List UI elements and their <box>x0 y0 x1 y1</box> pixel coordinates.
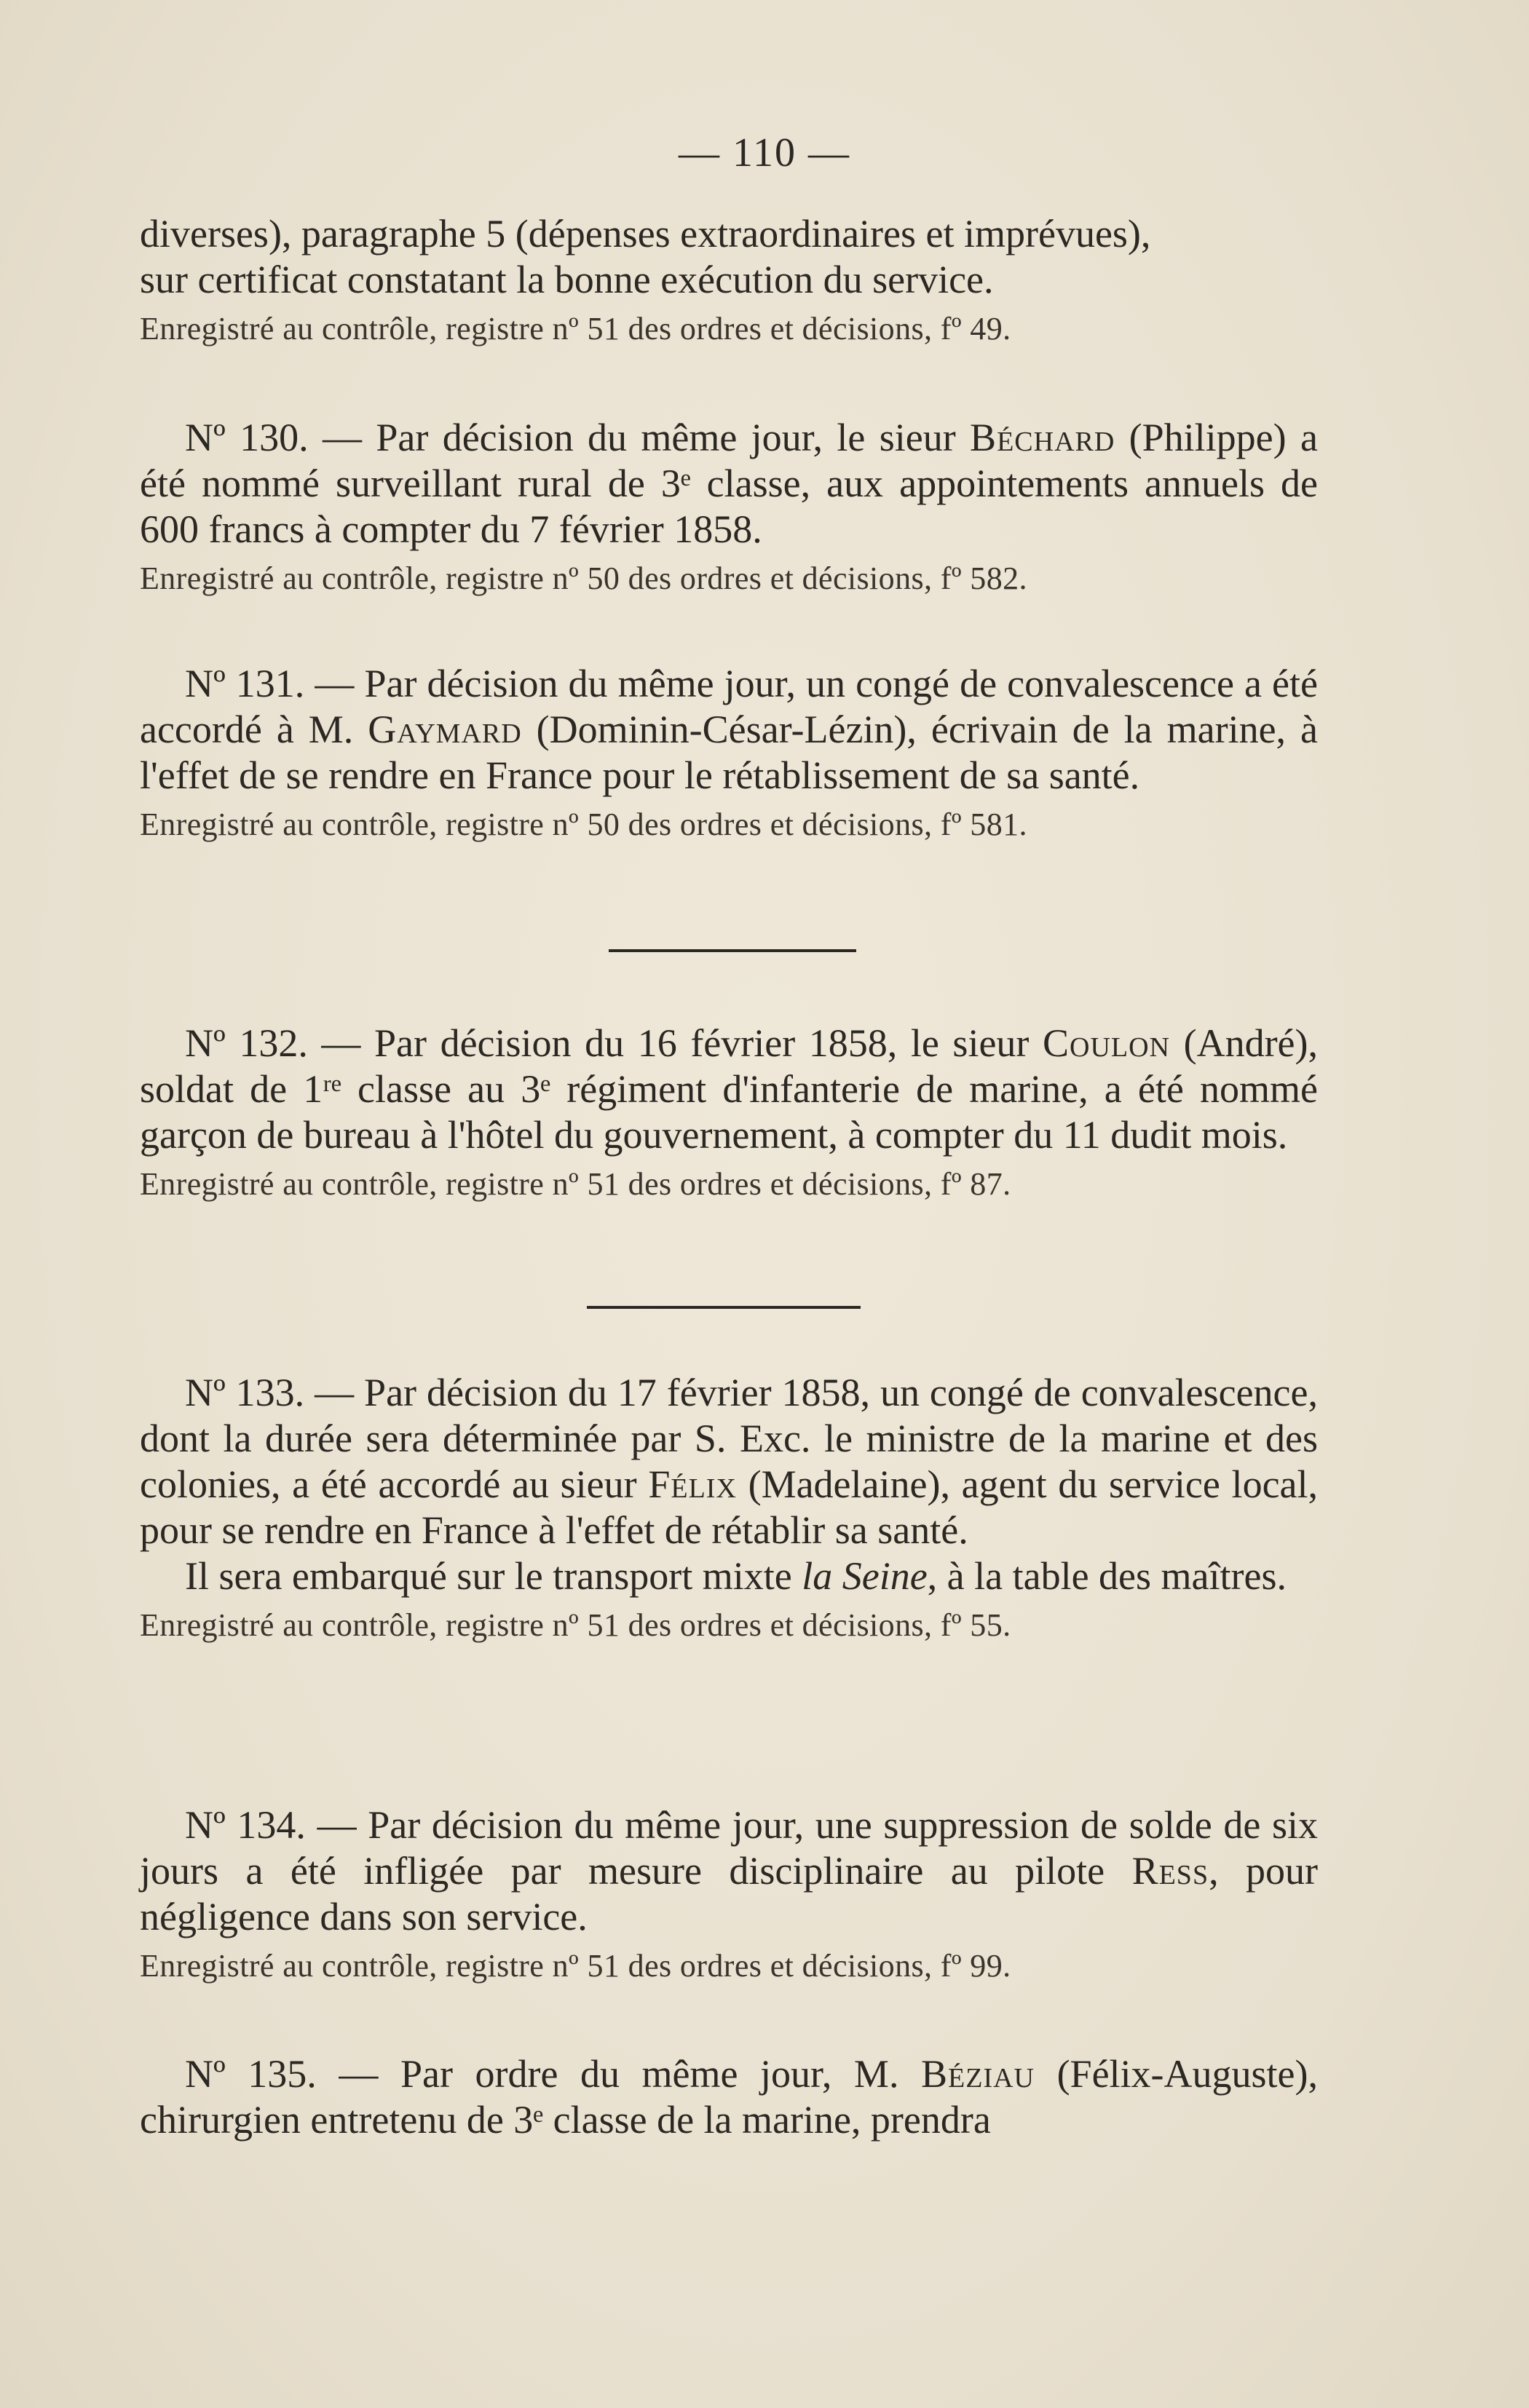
entry-text-before: — Par décision du même jour, un congé de convalescence a été accordé à M. <box>140 662 1318 751</box>
section-divider <box>609 949 856 952</box>
entry-132 <box>140 1021 1318 1203</box>
page-number: — 110 — <box>679 130 850 175</box>
person-name: Béchard <box>970 416 1115 459</box>
entry-text-after: , pour négligence dans son service. <box>140 1849 1319 1938</box>
extra-text-after: , à la table des maîtres. <box>927 1554 1287 1598</box>
person-name: Gaymard <box>368 708 522 751</box>
entry-extra-text <box>140 1553 1318 1599</box>
entry-number: Nº 133. <box>185 1371 305 1414</box>
person-name: Coulon <box>1043 1021 1170 1065</box>
entry-text-after: (Dominin-César-Lézin), écrivain de la marine, à l'effet de se rendre en France pour le rétablissement de sa santé. <box>140 708 1318 797</box>
ship-name: la Seine <box>802 1554 928 1598</box>
section-divider <box>587 1306 861 1309</box>
entry-text <box>140 1021 1318 1158</box>
extra-text-before: Il sera embarqué sur le transport mixte <box>185 1554 802 1598</box>
entry-134 <box>140 1802 1318 1985</box>
entry-text-after: (Madelaine), agent du service local, pour se rendre en France à l'effet de rétablir sa santé. <box>140 1462 1319 1552</box>
entry-text <box>140 1370 1318 1553</box>
entry-registration: Enregistré au contrôle, registre nº 51 des ordres et décisions, fº 87. <box>140 1166 1011 1202</box>
person-name: Béziau <box>921 2052 1035 2096</box>
entry-text <box>140 661 1318 799</box>
person-name: Félix <box>648 1462 737 1506</box>
entry-text-after: (Philippe) a été nommé surveillant rural de 3ᵉ classe, aux appointements annuels de 600 francs à compter du 7 février 1858. <box>140 416 1318 551</box>
entry-text-before: — Par décision du 16 février 1858, le sieur <box>307 1021 1043 1065</box>
entry-133 <box>140 1370 1318 1644</box>
entry-registration: Enregistré au contrôle, registre nº 51 des ordres et décisions, fº 55. <box>140 1607 1011 1643</box>
entry-text-before: — Par décision du même jour, une suppression de solde de six jours a été infligée par mesure disciplinaire au pilote <box>140 1803 1318 1893</box>
intro-registration: Enregistré au contrôle, registre nº 51 des ordres et décisions, fº 49. <box>140 311 1011 346</box>
entry-text <box>140 415 1318 553</box>
intro-line-2: sur certificat constatant la bonne exécution du service. <box>140 258 994 301</box>
entry-text <box>140 2051 1318 2143</box>
entry-number: Nº 131. <box>185 662 305 705</box>
entry-number: Nº 134. <box>185 1803 306 1847</box>
entry-text-before: — Par décision du 17 février 1858, un congé de convalescence, dont la durée sera déterminée par S. Exc. le ministre de la marine et des colonies, a été accordé au sieur <box>140 1371 1318 1506</box>
entry-registration: Enregistré au contrôle, registre nº 50 des ordres et décisions, fº 581. <box>140 807 1027 842</box>
intro-line-1: diverses), paragraphe 5 (dépenses extraordinaires et imprévues), <box>140 212 1151 256</box>
entry-text <box>140 1802 1318 1940</box>
entry-text-after: (Félix-Auguste), chirurgien entretenu de 3ᵉ classe de la marine, prendra <box>140 2052 1318 2142</box>
entry-135 <box>140 2051 1318 2143</box>
entry-130 <box>140 415 1318 598</box>
entry-number: Nº 135. <box>185 2052 317 2096</box>
entry-registration: Enregistré au contrôle, registre nº 51 des ordres et décisions, fº 99. <box>140 1948 1011 1984</box>
entry-number: Nº 132. <box>185 1021 308 1065</box>
intro-paragraph <box>140 211 1318 348</box>
entry-text-before: — Par décision du même jour, le sieur <box>308 416 971 459</box>
entry-text-after: (André), soldat de 1ʳᵉ classe au 3ᵉ régiment d'infanterie de marine, a été nommé garçon de bureau à l'hôtel du gouvernement, à compter du 11 dudit mois. <box>140 1021 1319 1157</box>
entry-registration: Enregistré au contrôle, registre nº 50 des ordres et décisions, fº 582. <box>140 561 1027 596</box>
entry-number: Nº 130. <box>185 416 309 459</box>
entry-text-before: — Par ordre du même jour, M. <box>316 2052 922 2096</box>
entry-131 <box>140 661 1318 844</box>
person-name: Ress <box>1131 1849 1209 1893</box>
